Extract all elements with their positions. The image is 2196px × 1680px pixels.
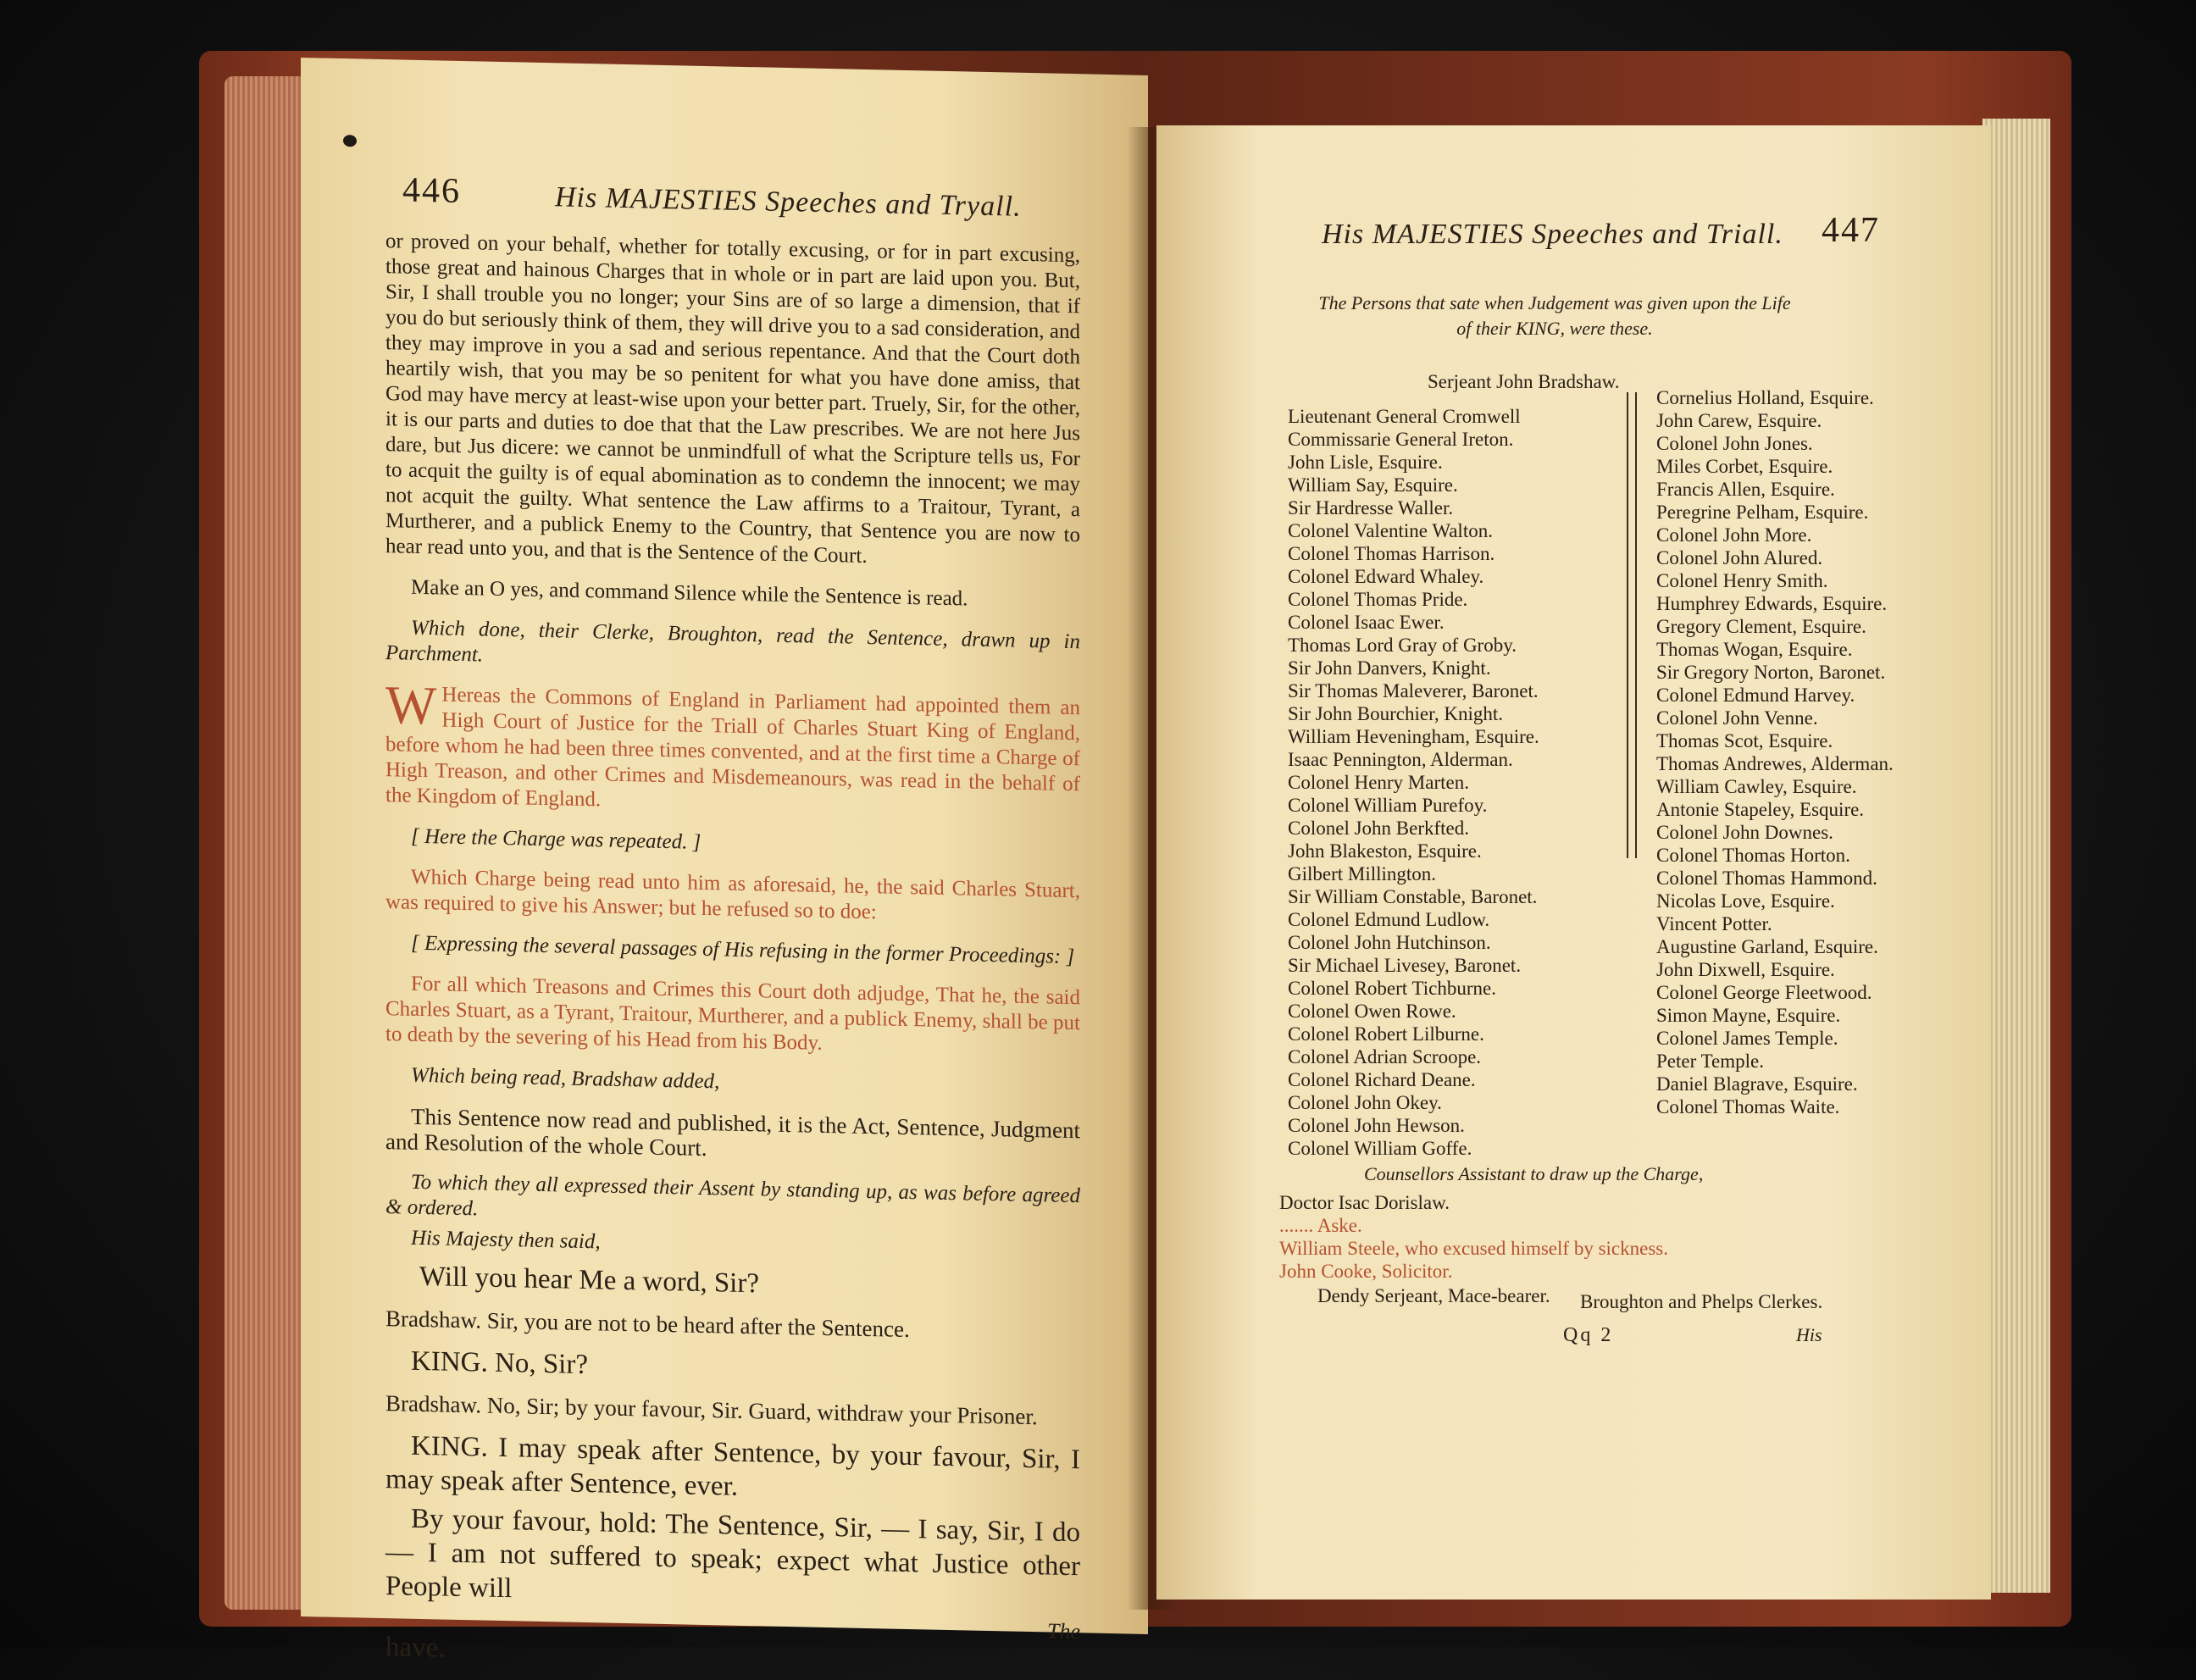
page-edges-right bbox=[1982, 119, 2050, 1593]
drop-cap: W bbox=[385, 674, 437, 736]
name-entry: Vincent Potter. bbox=[1656, 913, 1772, 934]
name-entry: Colonel John Venne. bbox=[1656, 707, 1818, 729]
name-entry: Peter Temple. bbox=[1656, 1051, 1764, 1072]
expressing-line: [ Expressing the several passages of His refusing in the former Proceedings: ] bbox=[411, 931, 1075, 969]
name-entry: Thomas Wogan, Esquire. bbox=[1656, 639, 1853, 660]
bradshaw-added: Which being read, Bradshaw added, bbox=[411, 1063, 720, 1094]
name-entry: Augustine Garland, Esquire. bbox=[1656, 936, 1878, 957]
assent-line: To which they all expressed their Assent by standing up, as was before agreed & ordered. bbox=[385, 1170, 1080, 1221]
name-entry: William Cawley, Esquire. bbox=[1656, 776, 1857, 797]
catchword: His bbox=[1796, 1324, 1822, 1345]
sentence-now: This Sentence now read and published, it is the Act, Sentence, Judgment and Resolution of the whole Court. bbox=[385, 1103, 1080, 1162]
names-column-left bbox=[1288, 405, 1539, 1160]
name-entry: Colonel John Okey. bbox=[1288, 1092, 1442, 1113]
sentence-text: Hereas the Commons of England in Parliament had appointed them an High Court of Justice for the Triall of Charles Stuart King of England, before whom he had been three times convented, and at the first time a Charge of High Treason, and other Crimes and Misdemeanours, was read in the behalf of the Kingdom of England. bbox=[385, 683, 1080, 812]
name-entry: Colonel Robert Tichburne. bbox=[1288, 978, 1496, 999]
left-page bbox=[301, 58, 1148, 1664]
name-entry: Colonel William Purefoy. bbox=[1288, 795, 1488, 816]
name-entry: Colonel John Hewson. bbox=[1288, 1115, 1465, 1136]
ink-blot bbox=[343, 135, 357, 147]
name-entry: Colonel Edmund Harvey. bbox=[1656, 685, 1855, 706]
name-entry: Miles Corbet, Esquire. bbox=[1656, 456, 1833, 477]
majesty-said: His Majesty then said, bbox=[411, 1226, 601, 1254]
page-edges-left bbox=[225, 76, 305, 1610]
name-entry: Thomas Scot, Esquire. bbox=[1656, 730, 1833, 751]
name-entry: Gregory Clement, Esquire. bbox=[1656, 616, 1866, 637]
name-entry: Colonel John Hutchinson. bbox=[1288, 932, 1491, 953]
clerk-line: Which done, their Clerke, Broughton, read the Sentence, drawn up in Parchment. bbox=[385, 616, 1080, 667]
name-entry: Colonel John Berkfted. bbox=[1288, 818, 1469, 839]
name-entry: Colonel Edmund Ludlow. bbox=[1288, 909, 1490, 930]
left-body bbox=[385, 229, 1080, 1678]
name-entry: Peregrine Pelham, Esquire. bbox=[1656, 502, 1869, 523]
last-line: have. bbox=[385, 1632, 446, 1664]
name-entry: Colonel Robert Lilburne. bbox=[1288, 1023, 1484, 1045]
name-entry: Gilbert Millington. bbox=[1288, 863, 1437, 884]
name-entry: Cornelius Holland, Esquire. bbox=[1656, 387, 1874, 408]
name-entry: Colonel George Fleetwood. bbox=[1656, 982, 1872, 1003]
name-entry: Thomas Andrewes, Alderman. bbox=[1656, 753, 1894, 774]
officers-left: Dendy Serjeant, Mace-bearer. bbox=[1317, 1285, 1550, 1306]
page-number: 447 bbox=[1822, 211, 1880, 250]
bradshaw-line-1: Bradshaw. Sir, you are not to be heard after the Sentence. bbox=[385, 1306, 910, 1343]
name-entry: Colonel John More. bbox=[1656, 524, 1812, 546]
name-entry: Colonel Edward Whaley. bbox=[1288, 566, 1484, 587]
name-entry: Daniel Blagrave, Esquire. bbox=[1656, 1073, 1858, 1095]
name-entry: John Dixwell, Esquire. bbox=[1656, 959, 1835, 980]
bradshaw-line-2: Bradshaw. No, Sir; by your favour, Sir. Guard, withdraw your Prisoner. bbox=[385, 1390, 1038, 1430]
counsellors-heading: Counsellors Assistant to draw up the Charge, bbox=[1364, 1163, 1704, 1184]
king-line-4: By your favour, hold: The Sentence, Sir, — I say, Sir, I do — I am not suffered to speak; expect what Justice other People will bbox=[385, 1503, 1080, 1605]
name-entry: Colonel Richard Deane. bbox=[1288, 1069, 1476, 1090]
running-head: His MAJESTIES Speeches and Triall. bbox=[1322, 219, 1783, 250]
name-entry: Simon Mayne, Esquire. bbox=[1656, 1005, 1841, 1026]
officers-right: Broughton and Phelps Clerkes. bbox=[1580, 1291, 1823, 1312]
king-line-1: Will you hear Me a word, Sir? bbox=[419, 1261, 759, 1300]
name-entry: Colonel John Alured. bbox=[1656, 547, 1823, 568]
name-entry: Commissarie General Ireton. bbox=[1288, 429, 1514, 450]
counsellor-entry: Doctor Isac Dorislaw. bbox=[1279, 1192, 1450, 1213]
sentence-paragraph bbox=[385, 674, 1080, 823]
signature-mark: Qq 2 bbox=[1563, 1324, 1614, 1346]
name-entry: Nicolas Love, Esquire. bbox=[1656, 890, 1835, 912]
name-entry: Colonel Valentine Walton. bbox=[1288, 520, 1493, 541]
name-entry: Colonel John Downes. bbox=[1656, 822, 1833, 843]
name-entry: Colonel Thomas Hammond. bbox=[1656, 868, 1877, 889]
for-all-paragraph: For all which Treasons and Crimes this Court doth adjudge, That he, the said Charles Stuart, as a Tyrant, Traitour, Murtherer, and a publick Enemy, shall be put to death by the severing of his Head from his Body. bbox=[385, 972, 1080, 1055]
charge-repeated: [ Here the Charge was repeated. ] bbox=[411, 824, 702, 854]
oyes-line: Make an O yes, and command Silence while the Sentence is read. bbox=[411, 575, 968, 611]
counsellors-list bbox=[1279, 1191, 1668, 1283]
name-entry: Colonel Thomas Horton. bbox=[1656, 845, 1850, 866]
name-entry: Colonel Thomas Harrison. bbox=[1288, 543, 1495, 564]
name-entry: Colonel Owen Rowe. bbox=[1288, 1001, 1456, 1022]
name-entry: Sir Thomas Maleverer, Baronet. bbox=[1288, 680, 1539, 701]
name-entry: William Say, Esquire. bbox=[1288, 474, 1458, 496]
name-entry: Colonel James Temple. bbox=[1656, 1028, 1838, 1049]
right-page bbox=[1156, 125, 1991, 1600]
name-entry: Sir John Bourchier, Knight. bbox=[1288, 703, 1503, 724]
names-column-right bbox=[1656, 386, 1894, 1118]
page-number: 446 bbox=[402, 170, 461, 211]
opening-paragraph: or proved on your behalf, whether for totally excusing, or for in part excusing, those great and hainous Charges that in whole or in part are laid upon you. But, Sir, I shall trouble you no longer; your Sins are of so large a dimension, that if you do but seriously think of them, they will drive you to a sad consideration, and they may improve in you a sad and serious repentance. And that the Court doth heartily wish, that you may be so penitent for what you have done amiss, that God may have mercy at least-wise upon your better part. Truely, Sir, for the other, it is our parts and duties to doe that that the Law prescribes. We are not here Jus dare, but Jus dicere: we cannot be unmindfull of what the Scripture tells us, For to acquit the guilty is of equal abomination as to condemn the innocent; we may not acquit the guilty. What sentence the Law affirms to a Traitour, Tyrant, a Murtherer, and a publick Enemy to the Country, that Sentence you are now to hear read unto you, and that is the Sentence of the Court. bbox=[385, 230, 1080, 568]
counsellor-entry: William Steele, who excused himself by sickness. bbox=[1279, 1238, 1668, 1259]
name-entry: Colonel William Goffe. bbox=[1288, 1138, 1472, 1159]
name-entry: Sir Gregory Norton, Baronet. bbox=[1656, 662, 1886, 683]
running-head: His MAJESTIES Speeches and Tryall. bbox=[555, 181, 1022, 223]
name-entry: Sir William Constable, Baronet. bbox=[1288, 886, 1538, 907]
name-entry: Colonel Henry Marten. bbox=[1288, 772, 1469, 793]
name-entry: Colonel Adrian Scroope. bbox=[1288, 1046, 1482, 1067]
persons-heading: The Persons that sate when Judgement was given upon the Life of their KING, were these. bbox=[1318, 292, 1791, 339]
name-entry: Thomas Lord Gray of Groby. bbox=[1288, 635, 1517, 656]
name-entry: William Heveningham, Esquire. bbox=[1288, 726, 1539, 747]
name-entry: Sir John Danvers, Knight. bbox=[1288, 657, 1491, 679]
name-entry: Lieutenant General Cromwell bbox=[1288, 406, 1521, 427]
counsellor-entry: ....... Aske. bbox=[1279, 1215, 1362, 1236]
column-rule-left bbox=[1627, 392, 1628, 858]
name-entry: John Lisle, Esquire. bbox=[1288, 452, 1443, 473]
serjeant-line: Serjeant John Bradshaw. bbox=[1428, 371, 1620, 392]
name-entry: John Carew, Esquire. bbox=[1656, 410, 1822, 431]
name-entry: Humphrey Edwards, Esquire. bbox=[1656, 593, 1888, 614]
counsellor-entry: John Cooke, Solicitor. bbox=[1279, 1261, 1453, 1282]
name-entry: Sir Hardresse Waller. bbox=[1288, 497, 1454, 518]
king-line-3: KING. I may speak after Sentence, by your favour, Sir, I may speak after Sentence, ever. bbox=[385, 1430, 1080, 1502]
catchword: The bbox=[1047, 1618, 1080, 1644]
name-entry: Colonel Henry Smith. bbox=[1656, 570, 1828, 591]
column-rule-right bbox=[1635, 392, 1637, 858]
name-entry: Francis Allen, Esquire. bbox=[1656, 479, 1835, 500]
name-entry: Antonie Stapeley, Esquire. bbox=[1656, 799, 1865, 820]
name-entry: Colonel Thomas Waite. bbox=[1656, 1096, 1840, 1117]
king-line-2: KING. No, Sir? bbox=[411, 1345, 588, 1381]
name-entry: Colonel Thomas Pride. bbox=[1288, 589, 1468, 610]
name-entry: Sir Michael Livesey, Baronet. bbox=[1288, 955, 1522, 976]
charge-read: Which Charge being read unto him as aforesaid, he, the said Charles Stuart, was required to give his Answer; but he refused so to doe: bbox=[385, 865, 1080, 924]
name-entry: Isaac Pennington, Alderman. bbox=[1288, 749, 1513, 770]
name-entry: Colonel John Jones. bbox=[1656, 433, 1813, 454]
name-entry: John Blakeston, Esquire. bbox=[1288, 840, 1482, 862]
name-entry: Colonel Isaac Ewer. bbox=[1288, 612, 1445, 633]
